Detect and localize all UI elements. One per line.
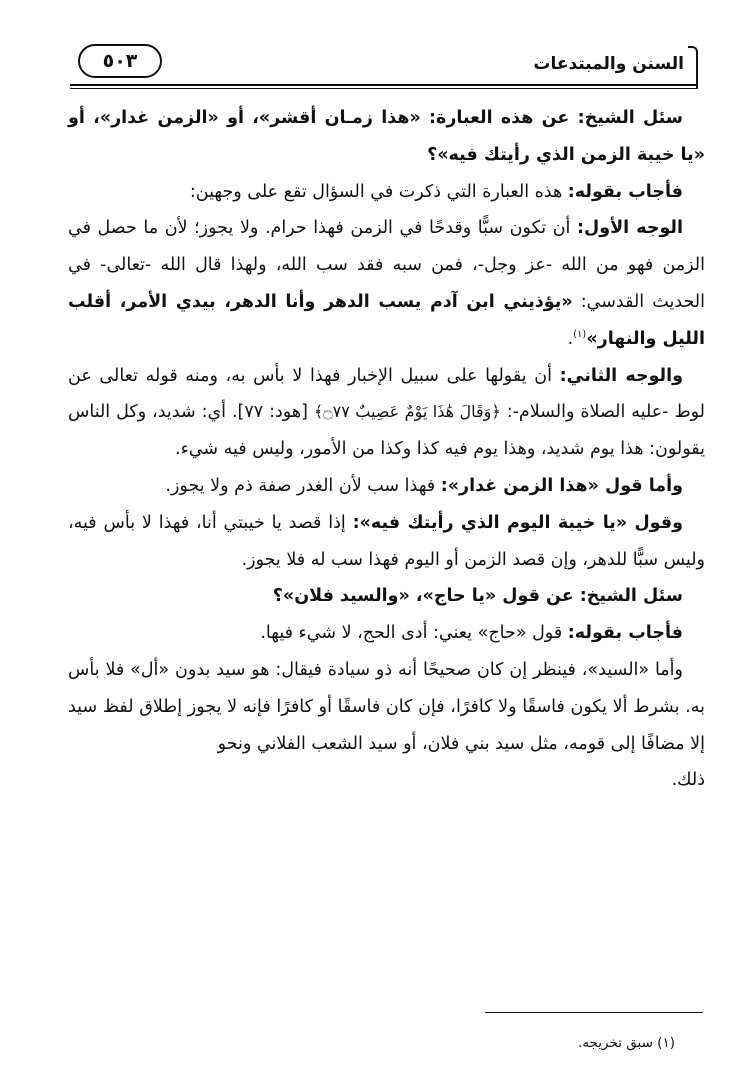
question-1-text: سئل الشيخ: عن هذه العبارة: «هذا زمـان أقشر»، أو «الزمن غدار»، أو «يا خيبة الزمن الذي رأيتك فيه»؟: [68, 108, 705, 165]
header-frame-corner: [688, 46, 698, 88]
sayyid-text: وأما «السيد»، فينظر إن كان صحيحًا أنه ذو سيادة فيقال: هو سيد بدون «أل» فلا بأس به. بشرط ألا يكون فاسقًا ولا كافرًا، فإن كان فاسقًا أو كافرًا فإنه لا يجوز إطلاق لفظ سيد إلا مضافًا إلى قومه، مثل سيد بني فلان، أو سيد الشعب الفلاني ونحو: [68, 659, 705, 754]
sayyid-last-word: ذلك.: [671, 770, 705, 791]
answer-1-text: هذه العبارة التي ذكرت في السؤال تقع على وجهين:: [189, 181, 568, 202]
first-aspect-end: .: [567, 328, 574, 349]
footnote: (١) سبق تخريجه.: [578, 1035, 675, 1051]
page-number: ٥٠٣: [78, 44, 162, 78]
footnote-ref[interactable]: (١): [573, 328, 587, 340]
question-1: [68, 100, 705, 174]
first-aspect-lead: الوجه الأول:: [577, 218, 683, 239]
page-header: [70, 40, 698, 88]
page-body: [68, 100, 705, 799]
footnote-rule: [485, 1012, 703, 1013]
first-aspect-text: أن تكون سبًّا وقدحًا في الزمن فهذا حرام. ولا يجوز؛ لأن ما حصل في الزمن فهو من الله -عز وجل-، فمن سبه فقد سب الله، ولهذا قال الله -تعالى- في الحديث القدسي:: [68, 218, 706, 312]
ghaddar-lead: وأما قول «هذا الزمن غدار»:: [440, 475, 683, 496]
hadith-quote: «يؤذيني ابن آدم يسب الدهر وأنا الدهر، بيدي الأمر، أقلب الليل والنهار»: [68, 291, 705, 349]
first-aspect: [68, 210, 705, 357]
khayba-paragraph: [68, 505, 705, 579]
answer-2-lead: فأجاب بقوله:: [567, 623, 683, 644]
answer-1-lead: فأجاب بقوله:: [567, 181, 683, 202]
sayyid-paragraph-end: [68, 762, 705, 799]
second-aspect-text: أن يقولها على سبيل الإخبار فهذا لا بأس به، ومنه قوله تعالى عن لوط -عليه الصلاة والسلام-:: [68, 365, 705, 423]
second-aspect-text-2: [هود: ٧٧]. أي: شديد، وكل الناس يقولون: هذا يوم شديد، وهذا يوم فيه كذا وكذا من الأمور، وليس فيه شيء.: [68, 402, 705, 460]
second-aspect-lead: والوجه الثاني:: [559, 365, 683, 386]
quran-verse: ﴿وَقَالَ هَٰذَا يَوْمٌ عَصِيبٌ ۝٧٧﴾: [313, 402, 501, 422]
answer-2-intro: [68, 615, 705, 652]
answer-2-text: قول «حاج» يعني: أدى الحج، لا شيء فيها.: [260, 623, 568, 644]
ghaddar-text: فهذا سب لأن الغدر صفة ذم ولا يجوز.: [165, 475, 441, 496]
running-title: السنن والمبتدعات: [533, 54, 684, 74]
khayba-text: إذا قصد يا خيبتي أنا، فهذا لا بأس فيه، وليس سبًّا للدهر، وإن قصد الزمن أو اليوم فهذا سب له فلا يجوز.: [68, 512, 705, 570]
khayba-lead: وقول «يا خيبة اليوم الذي رأيتك فيه»:: [352, 512, 683, 533]
ghaddar-paragraph: [68, 468, 705, 505]
header-rule: [70, 84, 698, 89]
sayyid-paragraph: [68, 652, 705, 762]
question-2: [68, 578, 705, 615]
question-2-text: سئل الشيخ: عن قول «يا حاج»، «والسيد فلان»؟: [272, 586, 683, 607]
second-aspect: [68, 358, 705, 468]
answer-1-intro: [68, 174, 705, 211]
